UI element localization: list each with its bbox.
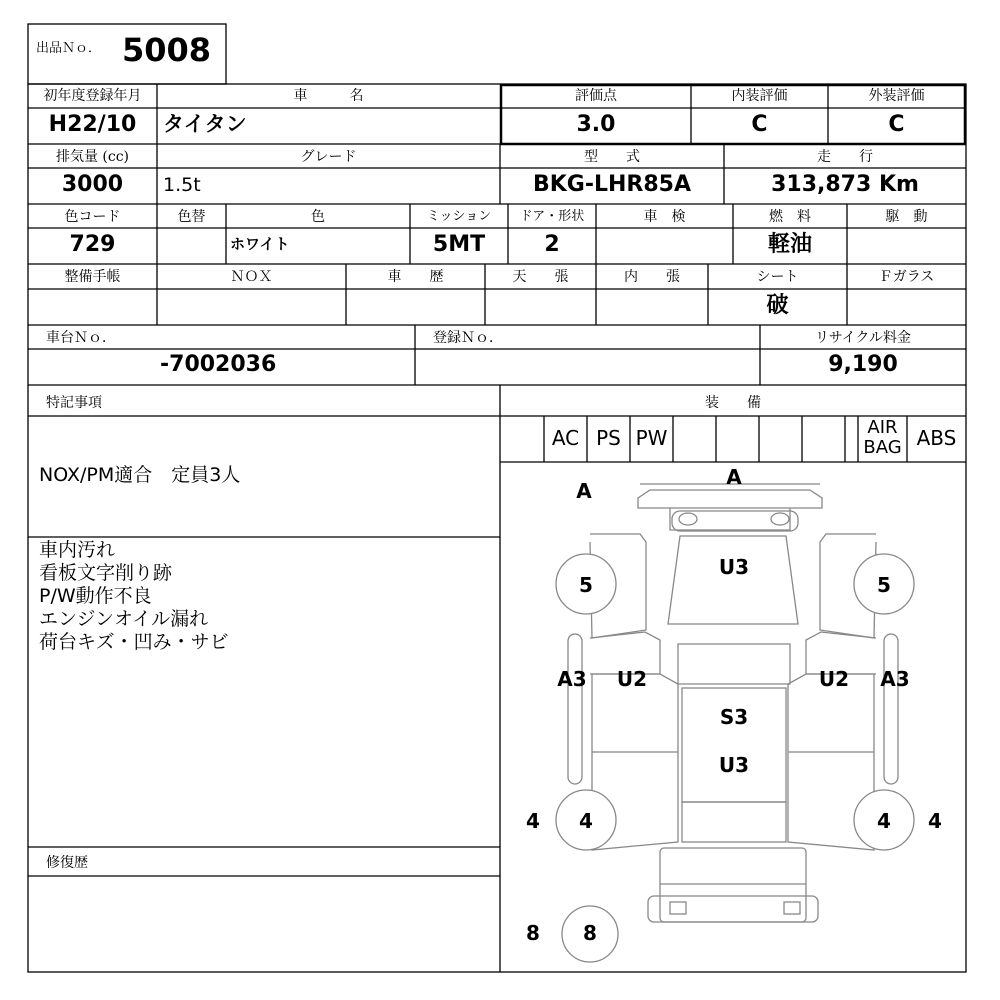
special-notes-line: NOX/PM適合 定員3人: [39, 464, 241, 486]
model-label: 型 式: [584, 149, 640, 165]
lot-number: 5008: [122, 31, 212, 69]
car-name-label: 車 名: [293, 88, 364, 104]
mark-left-rear-tire: 4: [579, 809, 593, 833]
mark-right-rear-tire: 4: [877, 809, 891, 833]
note-line: 看板文字削り跡: [39, 562, 173, 584]
mileage-label: 走 行: [817, 149, 873, 165]
registration-number-label: 登録Ｎｏ．: [433, 330, 503, 346]
mark-right-side-a: A3: [880, 667, 910, 691]
mark-left-rear-outer: 4: [526, 809, 540, 833]
mark-roof-u: U3: [718, 753, 750, 777]
mark-roof-s: S3: [719, 705, 749, 729]
equipment-pw: PW: [635, 426, 668, 450]
chassis-number-value: -7002036: [160, 352, 277, 377]
mark-left-door-u: U2: [616, 667, 648, 691]
equipment-label: 装 備: [705, 395, 761, 411]
mark-right-front-tire: 5: [877, 573, 891, 597]
truck-outline-icon: [568, 484, 898, 922]
vehicle-history-label: 車 歴: [387, 269, 444, 285]
mark-left-front-tire: 5: [579, 573, 593, 597]
nox-label: ＮＯＸ: [230, 269, 273, 285]
mark-spare-tire: 8: [583, 921, 597, 945]
note-line: 荷台キズ・凹み・サビ: [39, 631, 229, 653]
recycle-fee-label: リサイクル料金: [814, 330, 912, 346]
fuel-label: 燃 料: [769, 209, 811, 225]
interior-grade-label: 内装評価: [731, 88, 788, 104]
fuel-value: 軽油: [767, 232, 812, 257]
seat-value: 破: [766, 293, 789, 318]
note-line: 車内汚れ: [39, 539, 116, 561]
note-line: P/W動作不良: [39, 585, 152, 607]
first-registration-label: 初年度登録年月: [43, 88, 142, 104]
exterior-grade-value: C: [888, 112, 905, 137]
color-code-label: 色コード: [64, 209, 121, 225]
car-name-value: タイタン: [163, 112, 247, 136]
mark-left-side-a: A3: [557, 667, 587, 691]
mark-right-door-u: U2: [818, 667, 850, 691]
equipment-abs: ABS: [916, 426, 957, 450]
mark-front-bumper: A: [726, 465, 742, 489]
score-value: 3.0: [576, 112, 616, 137]
notes-list: [39, 539, 229, 654]
displacement-value: 3000: [61, 172, 124, 197]
mark-right-rear-outer: 4: [928, 809, 942, 833]
mark-windshield: U3: [718, 555, 750, 579]
special-notes-label: 特記事項: [46, 395, 102, 411]
roof-lining-label: 天 張: [512, 269, 569, 285]
color-label: 色: [311, 209, 325, 225]
grade-value: 1.5t: [163, 174, 201, 196]
equipment-ps: PS: [596, 426, 621, 450]
interior-grade-value: C: [751, 112, 768, 137]
maintenance-book-label: 整備手帳: [64, 269, 121, 285]
score-label: 評価点: [575, 88, 617, 104]
model-value: BKG-LHR85A: [532, 172, 692, 197]
inspection-label: 車 検: [643, 209, 686, 225]
chassis-number-label: 車台Ｎｏ．: [46, 330, 116, 346]
mileage-value: 313,873 Km: [771, 172, 919, 197]
front-glass-label: Ｆガラス: [878, 269, 935, 285]
note-line: エンジンオイル漏れ: [39, 608, 209, 630]
color-value: ホワイト: [230, 235, 290, 253]
seat-label: シート: [756, 269, 799, 285]
grade-label: グレード: [300, 149, 357, 165]
mark-front-left: A: [576, 479, 592, 503]
mark-spare-outer: 8: [526, 921, 540, 945]
equipment-airbag: AIR BAG: [863, 417, 902, 458]
mission-value: 5MT: [432, 232, 486, 257]
first-registration-value: H22/10: [48, 112, 137, 137]
recycle-fee-value: 9,190: [828, 352, 898, 377]
mission-label: ミッション: [426, 209, 492, 224]
color-code-value: 729: [69, 232, 116, 257]
lot-label: 出品Ｎｏ．: [36, 41, 102, 56]
door-shape-label: ドア・形状: [519, 209, 585, 224]
drive-label: 駆 動: [885, 209, 928, 225]
vehicle-diagram: [500, 462, 966, 972]
color-change-label: 色替: [177, 209, 206, 225]
door-shape-value: 2: [544, 232, 560, 257]
equipment-ac: AC: [551, 426, 580, 450]
exterior-grade-label: 外装評価: [868, 88, 925, 104]
displacement-label: 排気量 (cc): [55, 149, 130, 165]
interior-trim-label: 内 張: [624, 269, 680, 285]
repair-history-label: 修復歴: [46, 855, 88, 871]
